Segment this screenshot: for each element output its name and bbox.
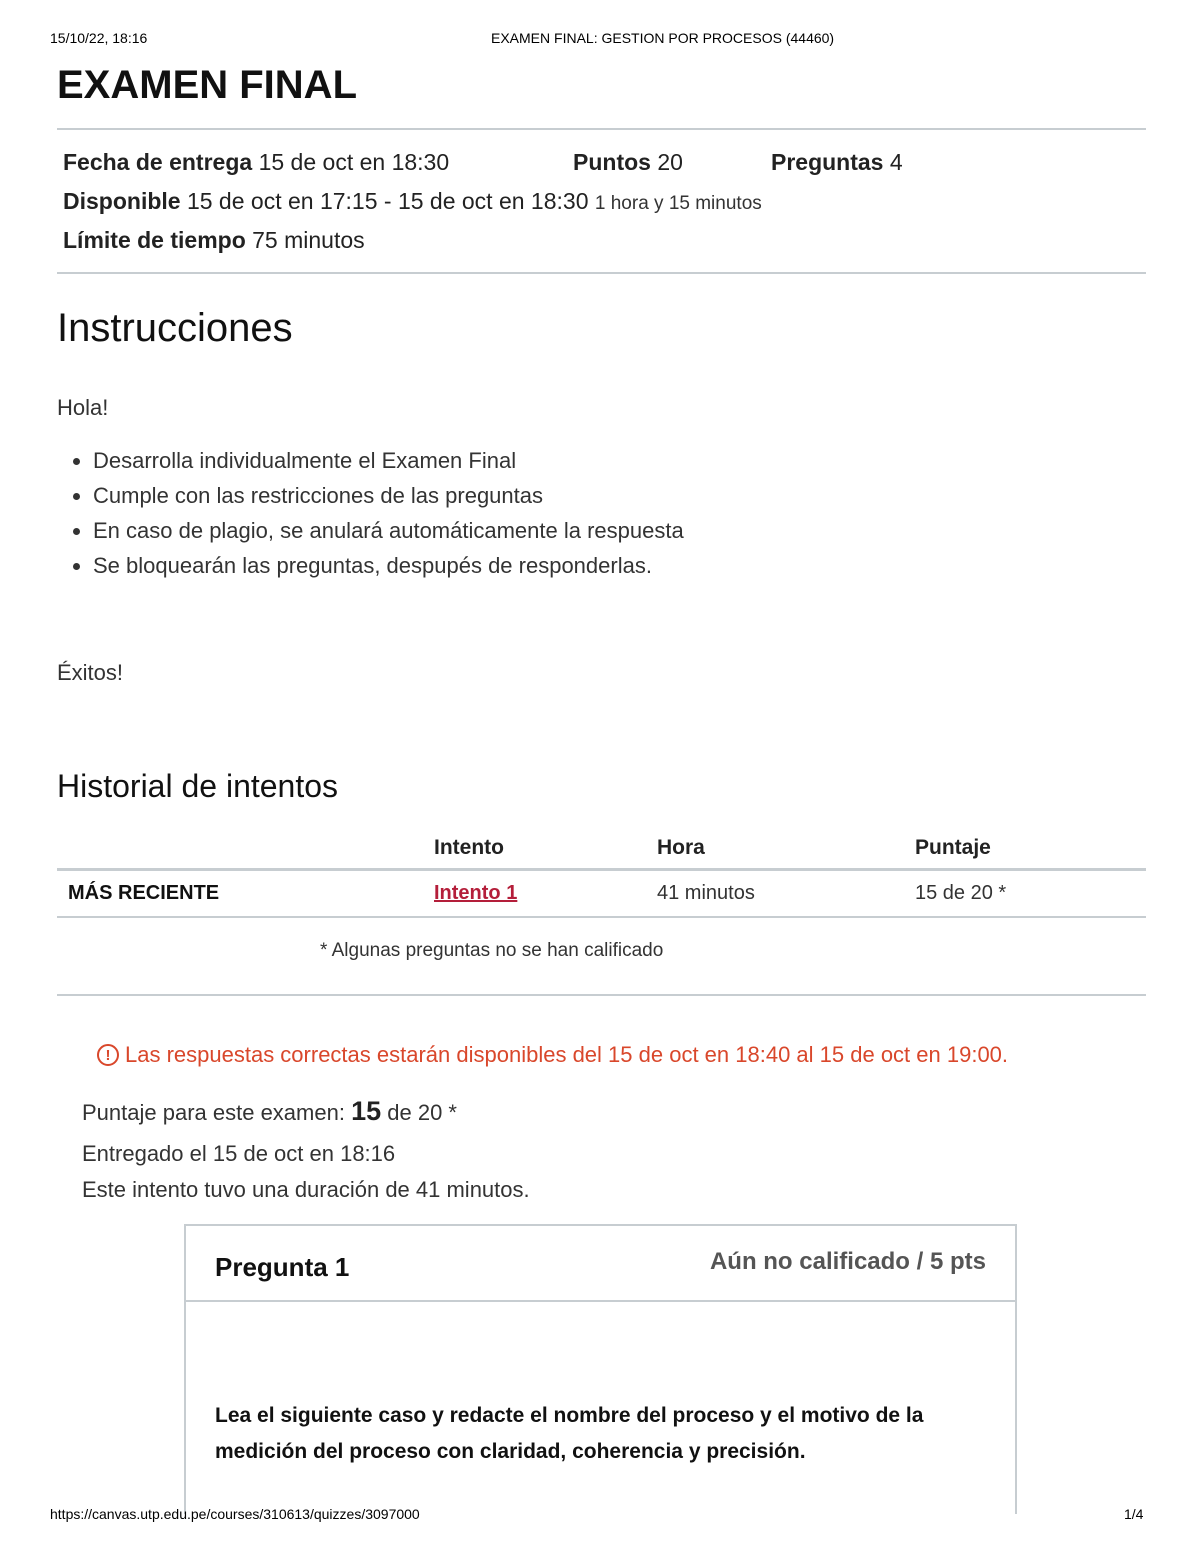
- question-header: [186, 1226, 1015, 1302]
- attempt-duration: Este intento tuvo una duración de 41 minutos.: [82, 1177, 530, 1202]
- attempt-time: 41 minutos: [657, 882, 755, 904]
- warning-text: Las respuestas correctas estarán disponibles del 15 de oct en 18:40 al 15 de oct en 19:00.: [125, 1042, 1009, 1067]
- greeting: Hola!: [57, 395, 109, 420]
- print-doc-title: EXAMEN FINAL: GESTION POR PROCESOS (44460): [491, 30, 835, 46]
- exam-score: [82, 1096, 457, 1127]
- time-limit-label: Límite de tiempo: [63, 227, 246, 253]
- points-value: 20: [657, 149, 683, 175]
- history-note: * Algunas preguntas no se han calificado: [320, 940, 664, 961]
- question-status: Aún no calificado / 5 pts: [709, 1248, 986, 1275]
- attempt-score: 15 de 20 *: [915, 882, 1007, 904]
- questions-label: Preguntas: [771, 149, 884, 175]
- list-item: • Desarrolla individualmente el Examen Final: [93, 446, 684, 481]
- list-item: • En caso de plagio, se anulará automáticamente la respuesta: [93, 516, 684, 551]
- time-limit-value: 75 minutos: [252, 227, 365, 253]
- question-title: Pregunta 1: [215, 1252, 350, 1282]
- table-header-rule: [57, 868, 1146, 871]
- divider: [57, 272, 1146, 274]
- points-label: Puntos: [573, 149, 651, 175]
- list-item: • Se bloquearán las preguntas, despupés de responderlas.: [93, 551, 684, 586]
- attempt-link[interactable]: Intento 1: [434, 882, 518, 904]
- available-label: Disponible: [63, 188, 181, 214]
- history-heading: Historial de intentos: [57, 768, 339, 804]
- available-duration: 1 hora y 15 minutos: [594, 193, 762, 214]
- column-header-score: Puntaje: [915, 836, 991, 859]
- score-value: 15: [351, 1096, 382, 1126]
- column-header-attempt: Intento: [434, 836, 504, 859]
- column-header-time: Hora: [657, 836, 705, 859]
- print-url: https://canvas.utp.edu.pe/courses/310613/quizzes/3097000: [50, 1506, 420, 1522]
- print-datetime: 15/10/22, 18:16: [50, 30, 148, 46]
- list-item: • Cumple con las restricciones de las preguntas: [93, 481, 684, 516]
- questions: [771, 149, 903, 176]
- availability: [63, 188, 762, 215]
- score-prefix: Puntaje para este examen:: [82, 1100, 345, 1125]
- exclamation-circle-icon: !: [97, 1044, 119, 1066]
- divider: [57, 994, 1146, 996]
- instructions-heading: Instrucciones: [57, 306, 293, 350]
- closing: Éxitos!: [57, 660, 124, 685]
- time-limit: [63, 227, 365, 254]
- question-card: [184, 1224, 1017, 1514]
- question-text: Lea el siguiente caso y redacte el nombre del proceso y el motivo de la medición del proceso con claridad, coherencia y precisión.: [215, 1404, 924, 1463]
- available-value: 15 de oct en 17:15 - 15 de oct en 18:30: [186, 188, 589, 214]
- due-label: Fecha de entrega: [63, 149, 253, 175]
- instructions-list: [57, 446, 684, 586]
- answers-availability-warning: [97, 1042, 1008, 1068]
- table-row-rule: [57, 916, 1146, 918]
- row-label: MÁS RECIENTE: [68, 882, 220, 904]
- page-title: EXAMEN FINAL: [57, 63, 357, 107]
- points: [573, 149, 683, 176]
- questions-value: 4: [889, 149, 903, 175]
- due-value: 15 de oct en 18:30: [258, 149, 450, 175]
- print-page-number: 1/4: [1124, 1506, 1144, 1522]
- divider: [57, 128, 1146, 130]
- score-suffix: de 20 *: [387, 1100, 457, 1125]
- due-date: [63, 149, 449, 176]
- submitted-info: Entregado el 15 de oct en 18:16: [82, 1141, 396, 1166]
